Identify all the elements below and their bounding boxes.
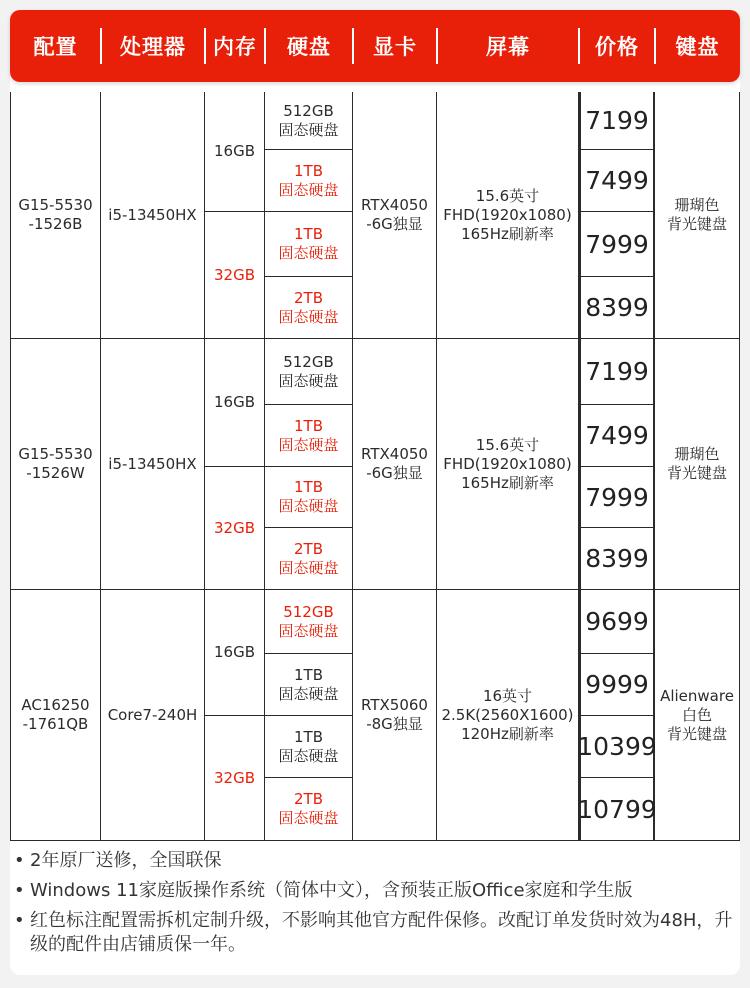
- price-cell: 10799: [579, 778, 655, 841]
- gpu-cell: RTX4050 -6G独显: [353, 92, 437, 339]
- screen-cell: 16英寸 2.5K(2560X1600) 120Hz刷新率: [437, 590, 579, 841]
- header-keyboard: 键盘: [675, 35, 720, 59]
- header-divider: [436, 28, 438, 64]
- note-item: [14, 879, 734, 903]
- storage-cell: 1TB 固态硬盘: [265, 405, 353, 467]
- memory-cell: 32GB: [205, 212, 265, 339]
- header-divider: [352, 28, 354, 64]
- price-cell: 7999: [579, 467, 655, 528]
- price-cell: 7999: [579, 212, 655, 277]
- price-cell: 7199: [579, 339, 655, 405]
- storage-cell: 1TB 固态硬盘: [265, 212, 353, 277]
- keyboard-cell: 珊瑚色 背光键盘: [655, 339, 740, 590]
- memory-cell: 16GB: [205, 92, 265, 212]
- header-cpu: 处理器: [120, 35, 186, 59]
- memory-cell: 32GB: [205, 467, 265, 590]
- spec-table: [10, 92, 740, 841]
- storage-cell: 1TB 固态硬盘: [265, 654, 353, 716]
- price-cell: 9699: [579, 590, 655, 654]
- note-item: [14, 849, 734, 873]
- bullet-icon: •: [14, 850, 25, 871]
- header-divider: [654, 28, 656, 64]
- header-divider: [100, 28, 102, 64]
- header-memory: 内存: [213, 35, 257, 59]
- header-divider: [578, 28, 580, 64]
- memory-cell: 16GB: [205, 590, 265, 716]
- header-price: 价格: [595, 35, 639, 59]
- price-cell: 9999: [579, 654, 655, 716]
- gpu-cell: RTX4050 -6G独显: [353, 339, 437, 590]
- keyboard-cell: Alienware 白色 背光键盘: [655, 590, 740, 841]
- note-text: 红色标注配置需拆机定制升级，不影响其他官方配件保修。改配订单发货时效为48H，升级的配件由店铺质保一年。: [30, 910, 733, 955]
- storage-cell: 2TB 固态硬盘: [265, 277, 353, 339]
- price-cell: 8399: [579, 528, 655, 590]
- bullet-icon: •: [14, 880, 25, 901]
- memory-cell: 16GB: [205, 339, 265, 467]
- cpu-cell: i5-13450HX: [101, 339, 205, 590]
- storage-cell: 1TB 固态硬盘: [265, 716, 353, 778]
- cpu-cell: i5-13450HX: [101, 92, 205, 339]
- cpu-cell: Core7-240H: [101, 590, 205, 841]
- storage-cell: 1TB 固态硬盘: [265, 150, 353, 212]
- note-item: [14, 909, 734, 957]
- header-storage: 硬盘: [287, 35, 331, 59]
- header-divider: [264, 28, 266, 64]
- header-config: 配置: [33, 35, 78, 59]
- storage-cell: 2TB 固态硬盘: [265, 778, 353, 841]
- config-model: AC16250 -1761QB: [10, 590, 101, 841]
- price-cell: 8399: [579, 277, 655, 339]
- storage-cell: 1TB 固态硬盘: [265, 467, 353, 528]
- memory-cell: 32GB: [205, 716, 265, 841]
- config-model: G15-5530 -1526W: [10, 339, 101, 590]
- table-header: [10, 10, 740, 82]
- keyboard-cell: 珊瑚色 背光键盘: [655, 92, 740, 339]
- storage-cell: 512GB 固态硬盘: [265, 339, 353, 405]
- price-cell: 10399: [579, 716, 655, 778]
- price-cell: 7499: [579, 405, 655, 467]
- header-screen: 屏幕: [486, 35, 530, 59]
- storage-cell: 512GB 固态硬盘: [265, 590, 353, 654]
- screen-cell: 15.6英寸 FHD(1920x1080) 165Hz刷新率: [437, 339, 579, 590]
- notes-section: [14, 849, 734, 963]
- storage-cell: 512GB 固态硬盘: [265, 92, 353, 150]
- screen-cell: 15.6英寸 FHD(1920x1080) 165Hz刷新率: [437, 92, 579, 339]
- storage-cell: 2TB 固态硬盘: [265, 528, 353, 590]
- header-divider: [204, 28, 206, 64]
- bullet-icon: •: [14, 910, 25, 931]
- config-model: G15-5530 -1526B: [10, 92, 101, 339]
- price-cell: 7499: [579, 150, 655, 212]
- note-text: 2年原厂送修，全国联保: [30, 850, 222, 871]
- price-cell: 7199: [579, 92, 655, 150]
- note-text: Windows 11家庭版操作系统（简体中文），含预装正版Office家庭和学生版: [30, 880, 633, 901]
- gpu-cell: RTX5060 -8G独显: [353, 590, 437, 841]
- header-gpu: 显卡: [373, 35, 417, 59]
